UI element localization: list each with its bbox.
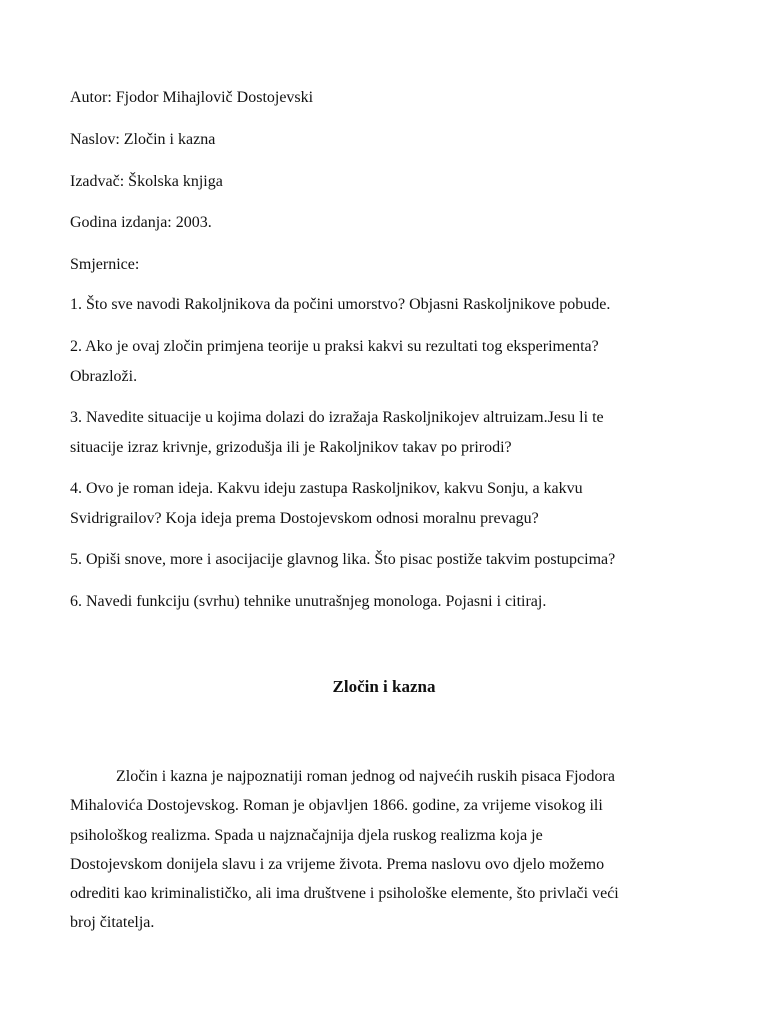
body-line: psihološkog realizma. Spada u najznačajnija djela ruskog realizma koja je: [70, 826, 543, 844]
question-line: 5. Opiši snove, more i asocijacije glavnog lika. Što pisac postiže takvim postupcima?: [70, 551, 616, 568]
question-6: [70, 587, 710, 617]
year-line: Godina izdanja: 2003.: [70, 214, 212, 231]
question-line: 4. Ovo je roman ideja. Kakvu ideju zastupa Raskoljnikov, kakvu Sonju, a kakvu: [70, 480, 583, 497]
body-line: Zločin i kazna je najpoznatiji roman jednog od najvećih ruskih pisaca Fjodora: [116, 768, 615, 785]
question-line: situacije izraz krivnje, grizodušja ili je Rakoljnikov takav po prirodi?: [70, 439, 512, 456]
question-4: [70, 474, 710, 534]
question-line: 6. Navedi funkciju (svrhu) tehnike unutrašnjeg monologa. Pojasni i citiraj.: [70, 593, 547, 610]
question-line: 1. Što sve navodi Rakoljnikova da počini umorstvo? Objasni Raskoljnikove pobude.: [70, 296, 611, 313]
question-line: Svidrigrailov? Koja ideja prema Dostojevskom odnosi moralnu prevagu?: [70, 510, 539, 527]
body-line: Mihalovića Dostojevskog. Roman je objavljen 1866. godine, za vrijeme visokog ili: [70, 797, 603, 815]
question-2: [70, 332, 710, 392]
author-line: Autor: Fjodor Mihajlovič Dostojevski: [70, 89, 314, 106]
body-line: broj čitatelja.: [70, 914, 155, 932]
question-5: [70, 545, 710, 575]
body-paragraph: [70, 762, 710, 938]
section-title: Zločin i kazna: [332, 677, 436, 696]
question-line: 3. Navedite situacije u kojima dolazi do izražaja Raskoljnikojev altruizam.Jesu li te: [70, 409, 604, 426]
question-1: [70, 290, 710, 320]
body-line: Dostojevskom donijela slavu i za vrijeme života. Prema naslovu ovo djelo možemo: [70, 855, 605, 873]
body-line: odrediti kao kriminalističko, ali ima društvene i psihološke elemente, što privlači veći: [70, 885, 619, 903]
title-line: Naslov: Zločin i kazna: [70, 131, 216, 148]
guidelines-heading: Smjernice:: [70, 256, 140, 273]
question-line: Obrazloži.: [70, 368, 138, 385]
publisher-line: Izadvač: Školska knjiga: [70, 173, 223, 190]
question-3: [70, 403, 710, 463]
question-line: 2. Ako je ovaj zločin primjena teorije u praksi kakvi su rezultati tog eksperimenta?: [70, 338, 599, 355]
